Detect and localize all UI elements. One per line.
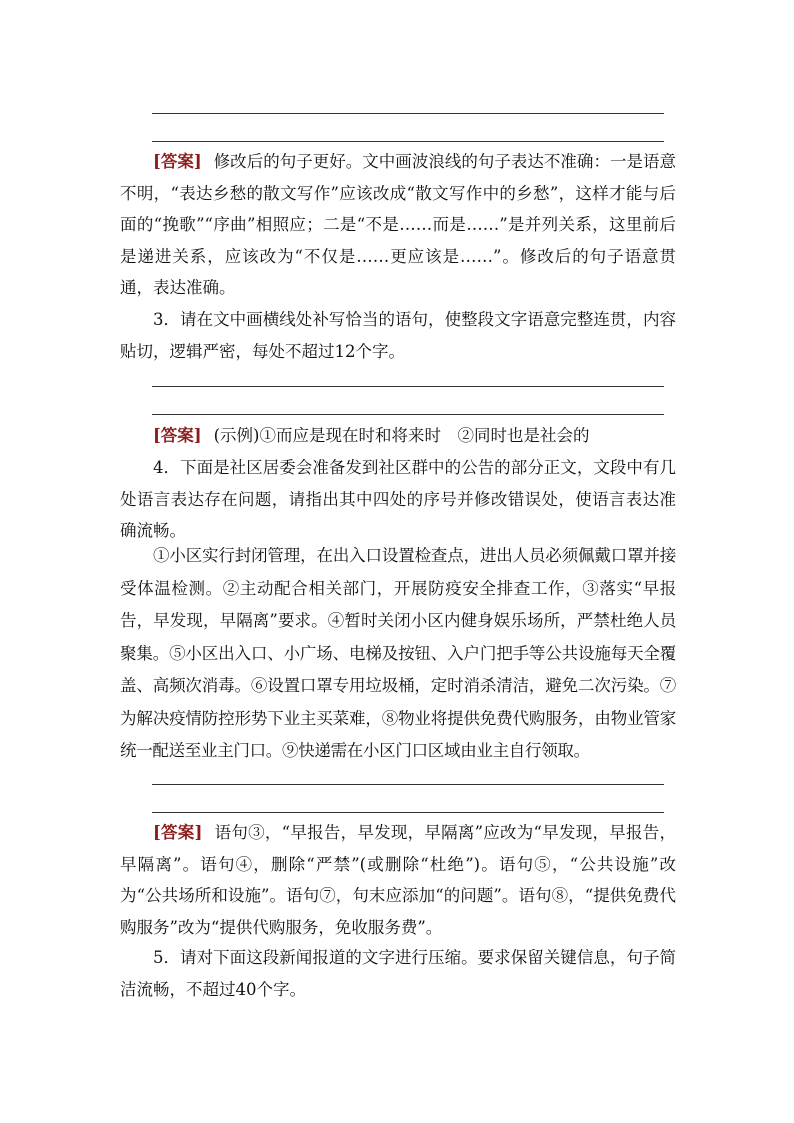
answer-3-text: (示例)①而应是现在时和将来时 ②同时也是社会的 — [213, 426, 590, 445]
answer-3 — [120, 420, 676, 452]
question-3: 3．请在文中画横线处补写恰当的语句，使整段文字语意完整连贯，内容贴切，逻辑严密，每处不超过12个字。 — [120, 310, 676, 361]
answer-blank-line — [152, 141, 664, 142]
question-5: 5．请对下面这段新闻报道的文字进行压缩。要求保留关键信息，句子简洁流畅，不超过40个字。 — [120, 948, 676, 999]
answer-2 — [120, 146, 676, 304]
answer-4 — [120, 817, 676, 943]
answer-2-text: 修改后的句子更好。文中画波浪线的句子表达不准确：一是语意不明，“表达乡愁的散文写作”应该改成“散文写作中的乡愁”，这样才能与后面的“挽歌”“序曲”相照应；二是“不是……而是……”是并列关系，这里前后是递进关系，应该改为“不仅是……更应该是……”。修改后的句子语意贯通，表达准确。 — [120, 152, 676, 297]
answer-label: [答案] — [153, 823, 203, 842]
answer-blank-line — [152, 784, 664, 785]
answer-blank-line — [152, 812, 664, 813]
answer-label: [答案] — [153, 426, 202, 445]
answer-blank-line — [152, 414, 664, 415]
notice-text: ①小区实行封闭管理，在出入口设置检查点，进出人员必须佩戴口罩并接受体温检测。②主动配合相关部门，开展防疫安全排查工作，③落实“早报告，早发现，早隔离”要求。④暂时关闭小区内健身娱乐场所，严禁杜绝人员聚集。⑤小区出入口、小广场、电梯及按钮、入户门把手等公共设施每天全覆盖、高频次消毒。⑥设置口罩专用垃圾桶，定时消杀清洁，避免二次污染。⑦为解决疫情防控形势下业主买菜难，⑧物业将提供免费代购服务，由物业管家统一配送至业主门口。⑨快递需在小区门口区域由业主自行领取。 — [120, 546, 676, 760]
answer-blank-line — [152, 113, 664, 114]
answer-blank-line — [152, 386, 664, 387]
answer-4-text: 语句③，“早报告，早发现，早隔离”应改为“早发现，早报告，早隔离”。语句④，删除“严禁”(或删除“杜绝”)。语句⑤，“公共设施”改为“公共场所和设施”。语句⑦，句末应添加“的问题”。语句⑧，“提供免费代购服务”改为“提供代购服务，免收服务费”。 — [120, 823, 676, 937]
answer-label: [答案] — [153, 152, 202, 171]
question-4: 4．下面是社区居委会准备发到社区群中的公告的部分正文，文段中有几处语言表达存在问题，请指出其中四处的序号并修改错误处，使语言表达准确流畅。 — [120, 458, 676, 540]
